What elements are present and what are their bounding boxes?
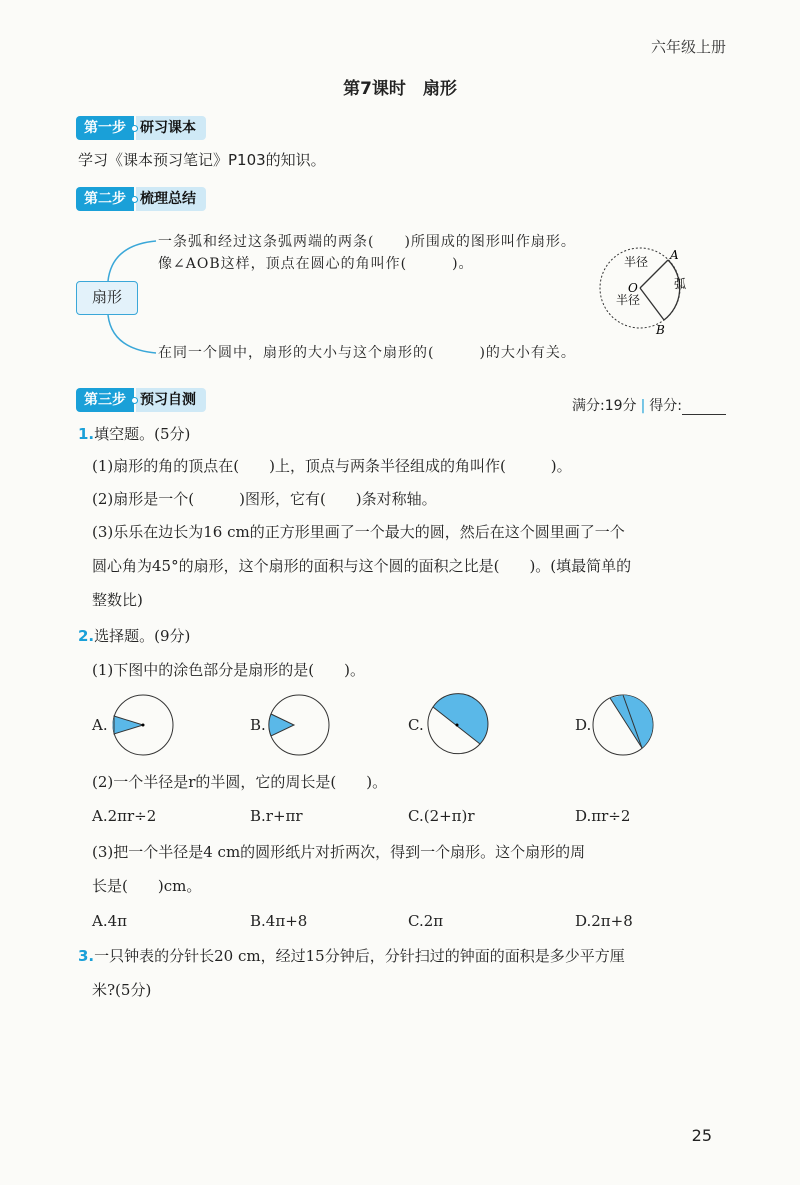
summary-line1: 一条弧和经过这条弧两端的两条( )所围成的图形叫作扇形。 <box>158 234 576 250</box>
q2-p1-option-d-label[interactable]: D. <box>575 716 592 734</box>
q3-number: 3. <box>78 947 95 965</box>
step2-name: 梳理总结 <box>136 187 206 211</box>
q2-p3-option-b[interactable]: B.4π+8 <box>250 912 308 930</box>
q1-part1: (1)扇形的角的顶点在( )上，顶点与两条半径组成的角叫作( )。 <box>92 457 572 475</box>
score-full: 满分:19分 <box>572 398 637 414</box>
q2-p1-option-b-label[interactable]: B. <box>250 716 266 734</box>
step1-dot <box>131 125 138 132</box>
q2-part3-line1: (3)把一个半径是4 cm的圆形纸片对折两次，得到一个扇形。这个扇形的周 <box>92 843 586 861</box>
q3-text-line1: 一只钟表的分针长20 cm，经过15分钟后，分针扫过的钟面的面积是多少平方厘 <box>94 947 625 965</box>
diagram-point-o: O <box>628 281 638 295</box>
q2-p2-option-d[interactable]: D.πr÷2 <box>575 807 631 825</box>
q1-number: 1. <box>78 425 95 443</box>
lesson-title: 第7课时 扇形 <box>343 79 457 99</box>
diagram-arc: 弧 <box>674 277 687 291</box>
q2-part2: (2)一个半径是r的半圆，它的周长是( )。 <box>92 773 388 791</box>
diagram-point-b: B <box>656 323 665 336</box>
q2-number: 2. <box>78 627 95 645</box>
q3-line2: 米?(5分) <box>92 981 152 999</box>
diagram-point-a: A <box>670 248 679 262</box>
q1-title <box>78 424 190 444</box>
diagram-radius-bottom: 半径 <box>616 293 641 307</box>
score-blank[interactable] <box>682 401 726 415</box>
q2-p2-option-c[interactable]: C.(2+π)r <box>408 807 475 825</box>
step3-dot <box>131 397 138 404</box>
q2-title <box>78 626 190 646</box>
q2-title-text: 选择题。(9分) <box>94 627 191 645</box>
q1-part3-line2: 圆心角为45°的扇形，这个扇形的面积与这个圆的面积之比是( )。(填最简单的 <box>92 557 632 575</box>
q2-part1: (1)下图中的涂色部分是扇形的是( )。 <box>92 661 365 679</box>
step2-dot <box>131 196 138 203</box>
score-separator: | <box>640 398 646 414</box>
q2-part3-line2: 长是( )cm。 <box>92 877 202 895</box>
q2-p1-option-b-figure[interactable] <box>266 692 332 758</box>
q2-p1-option-c-figure[interactable] <box>424 692 490 758</box>
step1-text: 学习《课本预习笔记》P103的知识。 <box>78 151 326 169</box>
step1-name: 研习课本 <box>136 116 206 140</box>
q2-p3-option-a[interactable]: A.4π <box>92 912 128 930</box>
q2-p2-option-a[interactable]: A.2πr÷2 <box>92 807 157 825</box>
q1-part3-line1: (3)乐乐在边长为16 cm的正方形里画了一个最大的圆，然后在这个圆里画了一个 <box>92 523 625 541</box>
q2-p1-option-a-label[interactable]: A. <box>92 716 108 734</box>
grade-label: 六年级上册 <box>650 38 726 56</box>
summary-line2: 像∠AOB这样，顶点在圆心的角叫作( )。 <box>158 256 474 272</box>
q2-p1-option-c-label[interactable]: C. <box>408 716 424 734</box>
step3-badge <box>76 388 206 412</box>
sector-diagram <box>590 240 700 336</box>
diagram-radius-top: 半径 <box>624 255 649 269</box>
step1-badge <box>76 116 206 140</box>
q1-title-text: 填空题。(5分) <box>94 425 191 443</box>
step3-name: 预习自测 <box>136 388 206 412</box>
summary-center: 扇形 <box>76 281 138 315</box>
q3-line1 <box>78 946 625 966</box>
q2-p2-option-b[interactable]: B.r+πr <box>250 807 303 825</box>
score-line <box>572 395 726 415</box>
page-number: 25 <box>691 1126 712 1145</box>
step2-label: 第二步 <box>76 187 134 211</box>
step1-label: 第一步 <box>76 116 134 140</box>
step3-label: 第三步 <box>76 388 134 412</box>
step2-badge <box>76 187 206 211</box>
q1-part3-line3: 整数比) <box>92 591 143 609</box>
q2-p1-option-d-figure[interactable] <box>590 692 656 758</box>
summary-line3: 在同一个圆中，扇形的大小与这个扇形的( )的大小有关。 <box>158 345 576 361</box>
q1-part2: (2)扇形是一个( )图形，它有( )条对称轴。 <box>92 490 437 508</box>
q2-p3-option-d[interactable]: D.2π+8 <box>575 912 633 930</box>
score-got: 得分: <box>649 398 682 414</box>
q2-p3-option-c[interactable]: C.2π <box>408 912 444 930</box>
q2-p1-option-a-figure[interactable] <box>110 692 176 758</box>
